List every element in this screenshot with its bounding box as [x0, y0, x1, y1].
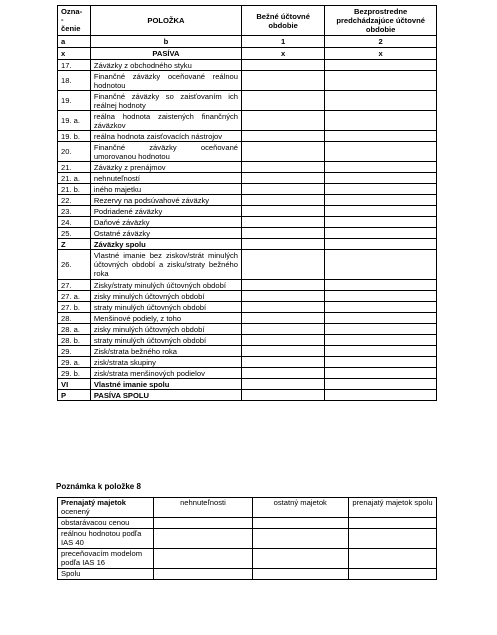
row-code: 19.: [58, 91, 91, 111]
row-code: 24.: [58, 217, 91, 228]
row-code: 29.: [58, 346, 91, 357]
note-value-cell[interactable]: [252, 549, 348, 569]
value-current[interactable]: [242, 302, 325, 313]
value-current[interactable]: [242, 71, 325, 91]
row-code: 28.: [58, 313, 91, 324]
value-current[interactable]: [242, 335, 325, 346]
value-current[interactable]: [242, 111, 325, 131]
value-current[interactable]: [242, 357, 325, 368]
note-row-label: Spolu: [58, 569, 154, 580]
value-previous[interactable]: [325, 313, 437, 324]
header-polozka: POLOŽKA: [90, 6, 241, 36]
table-row: [58, 379, 437, 390]
value-previous[interactable]: [325, 131, 437, 142]
table-row: [58, 131, 437, 142]
value-current[interactable]: [242, 239, 325, 250]
table-row: [58, 71, 437, 91]
row-label: Vlastné imanie spolu: [90, 379, 241, 390]
note-header-spolu: prenajatý majetok spolu: [348, 498, 436, 518]
row-code: VI: [58, 379, 91, 390]
row-label: Ostatné záväzky: [90, 228, 241, 239]
row-code: 22.: [58, 195, 91, 206]
row-label: iného majetku: [90, 184, 241, 195]
table-row: [58, 280, 437, 291]
row-code: 27. a.: [58, 291, 91, 302]
note-value-cell[interactable]: [252, 529, 348, 549]
value-previous[interactable]: [325, 217, 437, 228]
value-current[interactable]: [242, 291, 325, 302]
key-row: [58, 36, 437, 48]
table-row: [58, 228, 437, 239]
note-row-label: preceňovacím modelom podľa IAS 16: [58, 549, 154, 569]
note-row-label: reálnou hodnotou podľa IAS 40: [58, 529, 154, 549]
value-current[interactable]: [242, 91, 325, 111]
value-current[interactable]: [242, 390, 325, 401]
header-predchadzajuce-obdobie: Bezprostredne predchádzajúce účtovné obdobie: [325, 6, 437, 36]
row-label: nehnuteľností: [90, 173, 241, 184]
value-current[interactable]: [242, 131, 325, 142]
table-row: [58, 111, 437, 131]
pasiva-cell: PASÍVA: [90, 48, 241, 60]
value-previous[interactable]: [325, 357, 437, 368]
value-previous[interactable]: [325, 335, 437, 346]
row-label: zisk/strata menšinových podielov: [90, 368, 241, 379]
value-previous[interactable]: [325, 228, 437, 239]
table-row: [58, 184, 437, 195]
note-row-label: obstarávacou cenou: [58, 518, 154, 529]
pasiva-cell: x: [58, 48, 91, 60]
table-row: [58, 335, 437, 346]
row-label: Záväzky spolu: [90, 239, 241, 250]
table-row: [58, 173, 437, 184]
value-previous[interactable]: [325, 390, 437, 401]
row-code: 18.: [58, 71, 91, 91]
row-code: 19. a.: [58, 111, 91, 131]
note-value-cell[interactable]: [348, 518, 436, 529]
table-row: [58, 142, 437, 162]
row-code: Z: [58, 239, 91, 250]
key-cell: 1: [242, 36, 325, 48]
value-previous[interactable]: [325, 302, 437, 313]
row-label: reálna hodnota zaisťovacích nástrojov: [90, 131, 241, 142]
value-previous[interactable]: [325, 195, 437, 206]
row-code: 21. b.: [58, 184, 91, 195]
row-code: 29. a.: [58, 357, 91, 368]
row-label: Podriadené záväzky: [90, 206, 241, 217]
note-title: Poznámka k položke 8: [56, 482, 141, 491]
note-value-cell[interactable]: [348, 529, 436, 549]
row-label: Zisky/straty minulých účtovných období: [90, 280, 241, 291]
value-previous[interactable]: [325, 250, 437, 280]
table-row: [58, 302, 437, 313]
table-row: [58, 239, 437, 250]
row-label: Rezervy na podsúvahové záväzky: [90, 195, 241, 206]
row-label: Záväzky z obchodného styku: [90, 60, 241, 71]
row-label: zisky minulých účtovných období: [90, 291, 241, 302]
value-current[interactable]: [242, 313, 325, 324]
row-code: 29. b.: [58, 368, 91, 379]
row-code: 20.: [58, 142, 91, 162]
row-label: reálna hodnota zaistených finančných záväzkov: [90, 111, 241, 131]
value-current[interactable]: [242, 368, 325, 379]
note-row: [58, 569, 437, 580]
value-current[interactable]: [242, 217, 325, 228]
row-code: 25.: [58, 228, 91, 239]
value-previous[interactable]: [325, 379, 437, 390]
value-current[interactable]: [242, 173, 325, 184]
note-value-cell[interactable]: [348, 549, 436, 569]
key-cell: a: [58, 36, 91, 48]
row-code: 23.: [58, 206, 91, 217]
table-row: [58, 368, 437, 379]
row-label: Finančné záväzky oceňované umorovanou hodnotou: [90, 142, 241, 162]
row-code: 27.: [58, 280, 91, 291]
note-value-cell[interactable]: [348, 569, 436, 580]
row-label: Zisk/strata bežného roka: [90, 346, 241, 357]
row-label: Záväzky z prenájmov: [90, 162, 241, 173]
note-header-row: [58, 498, 437, 518]
table-row: [58, 217, 437, 228]
pasiva-row: [58, 48, 437, 60]
note-header-majetok-label: Prenajatý majetok: [61, 498, 126, 507]
row-label: zisky minulých účtovných období: [90, 324, 241, 335]
value-previous[interactable]: [325, 60, 437, 71]
note-header-nehnutelnosti: nehnuteľnosti: [154, 498, 252, 518]
value-previous[interactable]: [325, 162, 437, 173]
value-previous[interactable]: [325, 142, 437, 162]
note-row: [58, 529, 437, 549]
row-label: straty minulých účtovných období: [90, 302, 241, 313]
note-header-ostatny: ostatný majetok: [252, 498, 348, 518]
value-previous[interactable]: [325, 71, 437, 91]
table-row: [58, 313, 437, 324]
row-label: Finančné záväzky so zaisťovaním ich reálnej hodnoty: [90, 91, 241, 111]
header-bezne-obdobie: Bežné účtovné obdobie: [242, 6, 325, 36]
note-value-cell[interactable]: [252, 518, 348, 529]
value-previous[interactable]: [325, 291, 437, 302]
value-current[interactable]: [242, 142, 325, 162]
value-previous[interactable]: [325, 111, 437, 131]
note-row: [58, 549, 437, 569]
row-code: 28. b.: [58, 335, 91, 346]
key-cell: b: [90, 36, 241, 48]
note-value-cell[interactable]: [154, 549, 252, 569]
value-previous[interactable]: [325, 324, 437, 335]
note-value-cell[interactable]: [252, 569, 348, 580]
table-row: [58, 206, 437, 217]
row-code: 26.: [58, 250, 91, 280]
row-label: Menšinové podiely, z toho: [90, 313, 241, 324]
header-row: [58, 6, 437, 36]
row-code: 17.: [58, 60, 91, 71]
value-current[interactable]: [242, 324, 325, 335]
row-code: 21. a.: [58, 173, 91, 184]
value-current[interactable]: [242, 60, 325, 71]
table-row: [58, 291, 437, 302]
table-row: [58, 324, 437, 335]
table-row: [58, 162, 437, 173]
note-value-cell[interactable]: [154, 569, 252, 580]
note-row: [58, 518, 437, 529]
row-code: P: [58, 390, 91, 401]
table-row: [58, 91, 437, 111]
value-previous[interactable]: [325, 173, 437, 184]
value-previous[interactable]: [325, 346, 437, 357]
row-label: Finančné záväzky oceňované reálnou hodnotou: [90, 71, 241, 91]
note-value-cell[interactable]: [154, 529, 252, 549]
table-row: [58, 346, 437, 357]
value-current[interactable]: [242, 228, 325, 239]
value-current[interactable]: [242, 250, 325, 280]
value-current[interactable]: [242, 379, 325, 390]
value-previous[interactable]: [325, 206, 437, 217]
row-code: 21.: [58, 162, 91, 173]
value-current[interactable]: [242, 280, 325, 291]
note-value-cell[interactable]: [154, 518, 252, 529]
pasiva-cell: x: [325, 48, 437, 60]
key-cell: 2: [325, 36, 437, 48]
note-header-majetok: [58, 498, 154, 518]
row-code: 28. a.: [58, 324, 91, 335]
value-current[interactable]: [242, 162, 325, 173]
pasiva-cell: x: [242, 48, 325, 60]
row-code: 27. b.: [58, 302, 91, 313]
row-label: straty minulých účtovných období: [90, 335, 241, 346]
pasiva-table: [57, 5, 437, 401]
row-label: PASÍVA SPOLU: [90, 390, 241, 401]
row-label: zisk/strata skupiny: [90, 357, 241, 368]
value-current[interactable]: [242, 346, 325, 357]
table-row: [58, 250, 437, 280]
value-current[interactable]: [242, 195, 325, 206]
row-label: Daňové záväzky: [90, 217, 241, 228]
value-previous[interactable]: [325, 239, 437, 250]
note-table: [57, 497, 437, 580]
value-previous[interactable]: [325, 280, 437, 291]
value-previous[interactable]: [325, 368, 437, 379]
row-label: Vlastné imanie bez ziskov/strát minulých účtovných období a zisku/straty bežného roka: [90, 250, 241, 280]
table-row: [58, 60, 437, 71]
table-row: [58, 195, 437, 206]
value-current[interactable]: [242, 206, 325, 217]
header-oznacenie: Ozna- - čenie: [58, 6, 91, 36]
value-previous[interactable]: [325, 184, 437, 195]
value-previous[interactable]: [325, 91, 437, 111]
value-current[interactable]: [242, 184, 325, 195]
row-code: 19. b.: [58, 131, 91, 142]
note-header-sub: ocenený: [61, 507, 90, 516]
table-row: [58, 357, 437, 368]
table-row: [58, 390, 437, 401]
